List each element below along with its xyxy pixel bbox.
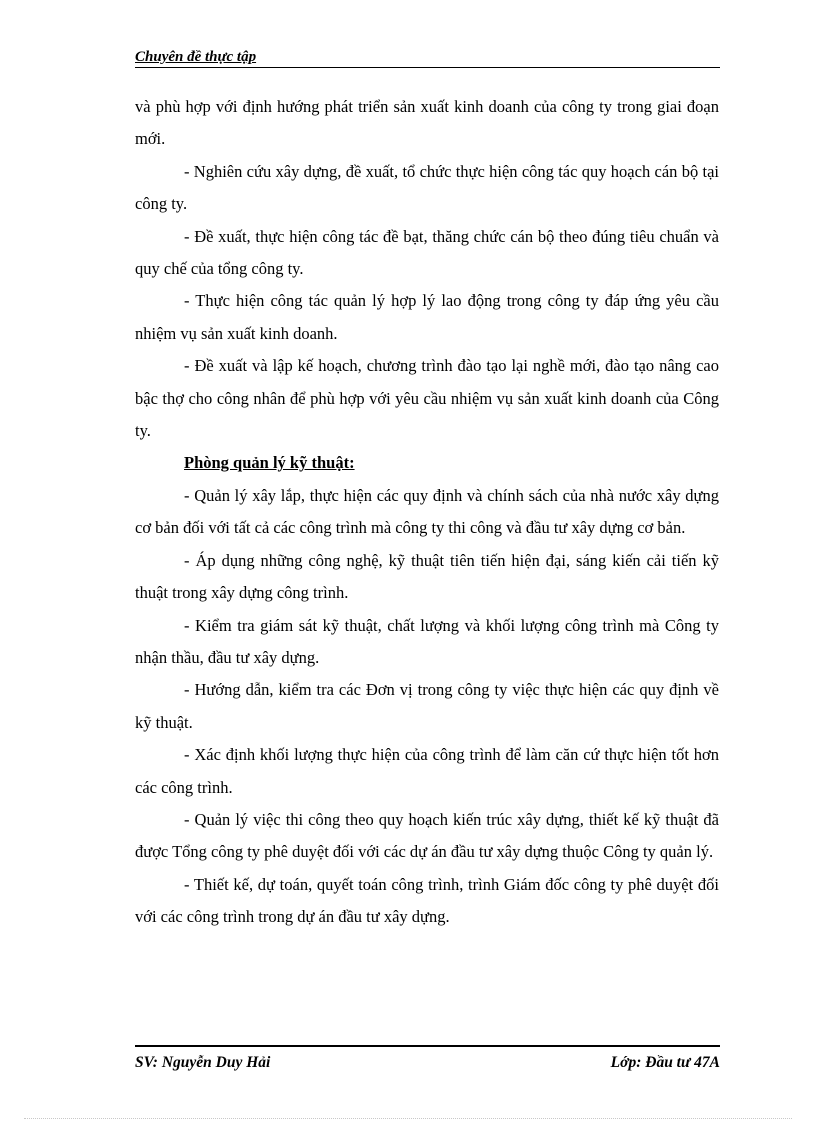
page-footer	[135, 1054, 720, 1076]
paragraph: - Thiết kế, dự toán, quyết toán công trình, trình Giám đốc công ty phê duyệt đối với các công trình trong dự án đầu tư xây dựng.	[135, 874, 719, 927]
page-edge-divider	[24, 1118, 792, 1119]
paragraph: và phù hợp với định hướng phát triển sản xuất kinh doanh của công ty trong giai đoạn mới.	[135, 97, 719, 149]
page-header	[135, 48, 720, 68]
paragraph: - Quản lý xây lắp, thực hiện các quy định và chính sách của nhà nước xây dựng cơ bản đối với tất cả các công trình mà công ty thi công và đầu tư xây dựng cơ bản.	[135, 485, 719, 538]
section-heading	[135, 447, 719, 479]
paragraph: - Hướng dẫn, kiểm tra các Đơn vị trong công ty việc thực hiện các quy định về kỹ thuật.	[135, 680, 719, 732]
section-heading-text: Phòng quản lý kỹ thuật:	[184, 453, 355, 473]
footer-student: SV: Nguyễn Duy Hải	[135, 1054, 271, 1071]
paragraph: - Kiểm tra giám sát kỹ thuật, chất lượng và khối lượng công trình mà Công ty nhận thầu, đầu tư xây dựng.	[135, 615, 719, 667]
paragraph: - Áp dụng những công nghệ, kỹ thuật tiên tiến hiện đại, sáng kiến cải tiến kỹ thuật trong xây dựng công trình.	[135, 550, 719, 603]
paragraph: - Xác định khối lượng thực hiện của công trình để làm căn cứ thực hiện tốt hơn các công trình.	[135, 745, 719, 797]
footer-divider	[135, 1045, 720, 1047]
footer-class: Lớp: Đầu tư 47A	[610, 1054, 720, 1071]
paragraph: - Quản lý việc thi công theo quy hoạch kiến trúc xây dựng, thiết kế kỹ thuật đã được Tổng công ty phê duyệt đối với các dự án đầu tư xây dựng thuộc Công ty quản lý.	[135, 809, 719, 862]
header-title: Chuyên đề thực tập	[135, 49, 257, 65]
paragraph: - Thực hiện công tác quản lý hợp lý lao động trong công ty đáp ứng yêu cầu nhiệm vụ sản xuất kinh doanh.	[135, 291, 719, 343]
paragraph: - Đề xuất và lập kế hoạch, chương trình đào tạo lại nghề mới, đào tạo nâng cao bậc thợ cho công nhân để phù hợp với yêu cầu nhiệm vụ sản xuất kinh doanh của Công ty.	[135, 356, 719, 441]
document-body	[135, 91, 719, 934]
paragraph: - Đề xuất, thực hiện công tác đề bạt, thăng chức cán bộ theo đúng tiêu chuẩn và quy chế của tổng công ty.	[135, 226, 719, 279]
paragraph: - Nghiên cứu xây dựng, đề xuất, tổ chức thực hiện công tác quy hoạch cán bộ tại công ty.	[135, 161, 719, 214]
